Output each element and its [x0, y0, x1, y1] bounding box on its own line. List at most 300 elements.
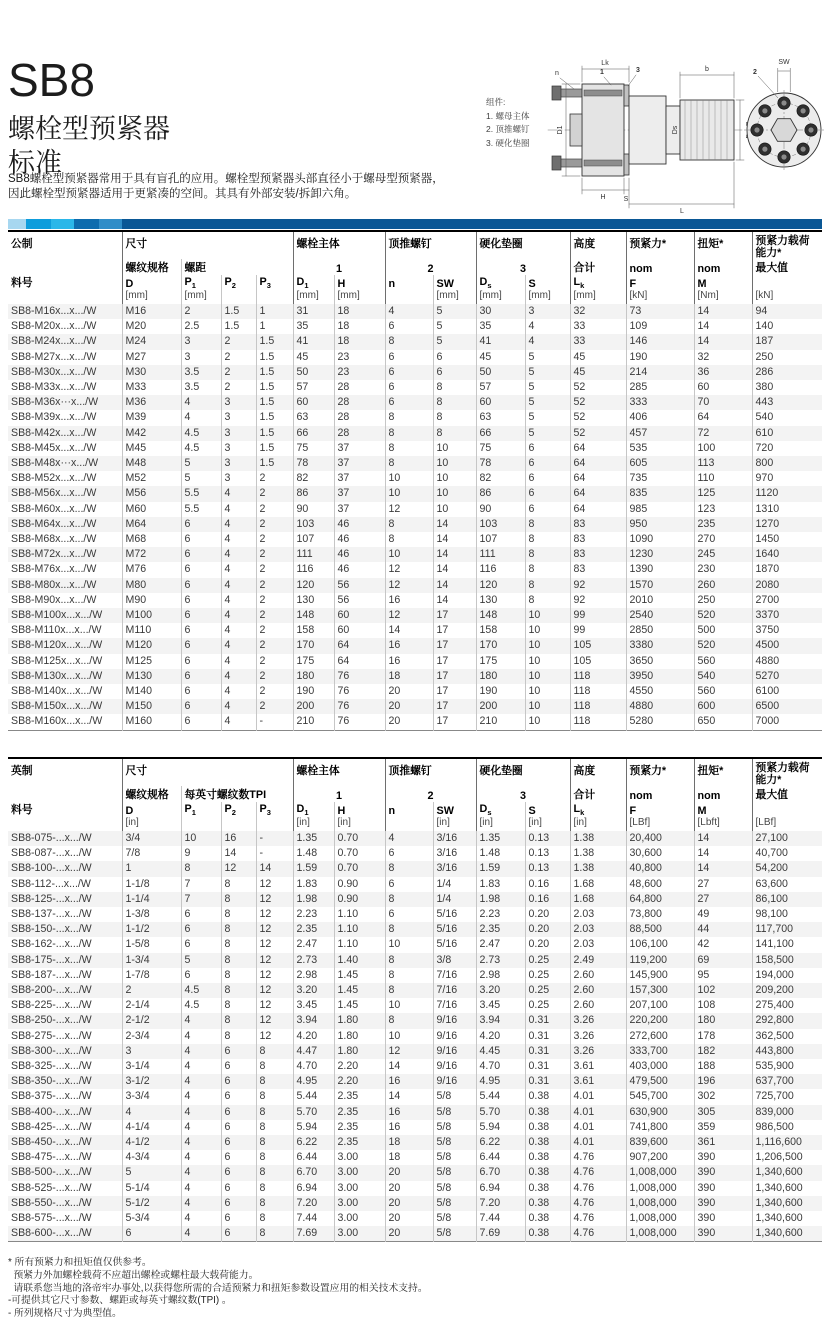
value-cell: 4 [181, 1105, 221, 1120]
value-cell: 6 [122, 1226, 181, 1242]
value-cell: 5/8 [433, 1196, 476, 1211]
header-cell: 合计 [570, 786, 626, 802]
value-cell: 0.70 [334, 831, 385, 846]
value-cell: 6 [525, 441, 570, 456]
part-number-cell: SB8-M27x...x.../W [11, 350, 97, 363]
value-cell: 1.45 [334, 983, 385, 998]
value-cell: 6 [181, 699, 221, 714]
value-cell: 3.26 [570, 1013, 626, 1028]
value-cell: 1.10 [334, 907, 385, 922]
value-cell: 92 [570, 593, 626, 608]
value-cell: 6 [433, 365, 476, 380]
value-cell: 5/16 [433, 907, 476, 922]
value-cell: 37 [334, 456, 385, 471]
value-cell: 6 [221, 1135, 256, 1150]
value-cell: 12 [256, 907, 293, 922]
value-cell: 7.44 [293, 1211, 334, 1226]
value-cell: 12 [256, 937, 293, 952]
value-cell: 4 [181, 1150, 221, 1165]
value-cell: 4.5 [181, 983, 221, 998]
part-number-cell: SB8-187-...x.../W [11, 968, 92, 981]
table-row [8, 1013, 822, 1028]
value-cell: 0.70 [334, 846, 385, 861]
value-cell: 8 [221, 998, 256, 1013]
value-cell: 0.25 [525, 953, 570, 968]
value-cell: 4.70 [293, 1059, 334, 1074]
value-cell: 5.94 [293, 1120, 334, 1135]
value-cell: 2540 [626, 608, 694, 623]
table-row [8, 1165, 822, 1180]
value-cell: M140 [122, 684, 181, 699]
value-cell: 37 [334, 471, 385, 486]
header-cell: H [334, 802, 385, 817]
value-cell: 8 [221, 983, 256, 998]
value-cell: 116 [293, 562, 334, 577]
value-cell: 5.70 [476, 1105, 525, 1120]
value-cell: 839,000 [752, 1105, 822, 1120]
value-cell: 4.76 [570, 1165, 626, 1180]
table-row [8, 319, 822, 334]
value-cell: 362,500 [752, 1029, 822, 1044]
accent-bar [8, 219, 822, 229]
value-cell: 8 [385, 532, 433, 547]
value-cell: 4.45 [476, 1044, 525, 1059]
value-cell: 83 [570, 562, 626, 577]
value-cell: 1120 [752, 486, 822, 501]
part-number-cell: SB8-275-...x.../W [11, 1029, 92, 1042]
value-cell: 3/16 [433, 861, 476, 876]
part-number-cell: SB8-M24x...x.../W [11, 335, 97, 348]
value-cell: 20 [385, 699, 433, 714]
value-cell: 7 [181, 892, 221, 907]
value-cell: 2.23 [293, 907, 334, 922]
value-cell: 3.94 [476, 1013, 525, 1028]
value-cell: 10 [433, 471, 476, 486]
header-cell: 每英寸螺纹数TPI [181, 786, 293, 802]
value-cell: 5/16 [433, 937, 476, 952]
value-cell: 4.76 [570, 1226, 626, 1242]
value-cell: 5/8 [433, 1089, 476, 1104]
value-cell: 6.70 [293, 1165, 334, 1180]
value-cell: 6 [385, 380, 433, 395]
value-cell: 1-3/8 [122, 907, 181, 922]
table-row [8, 502, 822, 517]
value-cell: 3.61 [570, 1074, 626, 1089]
value-cell: 18 [385, 1135, 433, 1150]
header-cell: [mm] [433, 290, 476, 304]
value-cell: 1090 [626, 532, 694, 547]
value-cell: 28 [334, 380, 385, 395]
table-row [8, 1226, 822, 1242]
value-cell: 907,200 [626, 1150, 694, 1165]
value-cell: 7.44 [476, 1211, 525, 1226]
part-number-cell: SB8-M48x···x.../W [11, 457, 99, 470]
value-cell: 6 [385, 877, 433, 892]
value-cell: 3-1/2 [122, 1074, 181, 1089]
value-cell: 7.69 [293, 1226, 334, 1242]
value-cell: 120 [293, 578, 334, 593]
value-cell: 2 [256, 638, 293, 653]
value-cell: 3.45 [476, 998, 525, 1013]
value-cell: 4.47 [293, 1044, 334, 1059]
header-cell [221, 817, 256, 831]
value-cell: 210 [293, 714, 334, 730]
value-cell: M16 [122, 304, 181, 319]
threaded-shaft-icon [680, 100, 734, 160]
value-cell: 4550 [626, 684, 694, 699]
value-cell: 1,116,600 [752, 1135, 822, 1150]
value-cell: 0.31 [525, 1013, 570, 1028]
value-cell: 986,500 [752, 1120, 822, 1135]
value-cell: 17 [433, 684, 476, 699]
value-cell: 0.31 [525, 1059, 570, 1074]
value-cell: 86 [476, 486, 525, 501]
header-cell: 顶推螺钉 [385, 231, 476, 259]
value-cell: 2 [221, 334, 256, 349]
part-number-cell: SB8-M33x...x.../W [11, 381, 97, 394]
header-cell [8, 259, 122, 275]
header-cell: H [334, 275, 385, 290]
value-cell: 17 [433, 608, 476, 623]
value-cell: 540 [694, 669, 752, 684]
value-cell: 48,600 [626, 877, 694, 892]
header-cell: 螺纹规格 [122, 786, 181, 802]
value-cell: 8 [256, 1211, 293, 1226]
value-cell: 4.95 [476, 1074, 525, 1089]
value-cell: 6.22 [293, 1135, 334, 1150]
value-cell: 560 [694, 654, 752, 669]
value-cell: 2 [181, 304, 221, 319]
value-cell: 3.00 [334, 1196, 385, 1211]
value-cell: 5-3/4 [122, 1211, 181, 1226]
value-cell: 1,008,000 [626, 1165, 694, 1180]
value-cell: 5270 [752, 669, 822, 684]
value-cell: 73 [626, 304, 694, 319]
value-cell: 333,700 [626, 1044, 694, 1059]
value-cell: 0.70 [334, 861, 385, 876]
value-cell: 0.25 [525, 998, 570, 1013]
header-cell: 螺栓主体 [293, 231, 385, 259]
value-cell: M42 [122, 426, 181, 441]
table-row [8, 517, 822, 532]
value-cell: 2 [256, 486, 293, 501]
value-cell: 66 [293, 426, 334, 441]
value-cell: 35 [476, 319, 525, 334]
end-view [744, 59, 824, 170]
value-cell: 63,600 [752, 877, 822, 892]
header-cell: $P_3$ [256, 802, 293, 817]
value-cell: 4 [221, 486, 256, 501]
value-cell: 46 [334, 547, 385, 562]
value-cell: 4.01 [570, 1089, 626, 1104]
value-cell: 17 [433, 638, 476, 653]
value-cell: 6 [433, 350, 476, 365]
value-cell: 3950 [626, 669, 694, 684]
value-cell: M56 [122, 486, 181, 501]
value-cell: 8 [256, 1120, 293, 1135]
table-row [8, 998, 822, 1013]
value-cell: 46 [334, 532, 385, 547]
value-cell: 3 [221, 410, 256, 425]
table-row [8, 1089, 822, 1104]
value-cell: 1/4 [433, 892, 476, 907]
header-cell: [LBf] [626, 817, 694, 831]
value-cell: 3 [221, 471, 256, 486]
header-row [8, 786, 822, 802]
value-cell: 9/16 [433, 1044, 476, 1059]
value-cell: 5 [433, 334, 476, 349]
value-cell: 6 [181, 517, 221, 532]
part-number-cell: SB8-475-...x.../W [11, 1151, 92, 1164]
value-cell: 6 [221, 1165, 256, 1180]
table-row [8, 1211, 822, 1226]
value-cell: 6 [181, 638, 221, 653]
value-cell: 5 [181, 953, 221, 968]
value-cell: 0.90 [334, 892, 385, 907]
value-cell: 180 [293, 669, 334, 684]
value-cell: 6 [181, 547, 221, 562]
value-cell: M150 [122, 699, 181, 714]
value-cell: 8 [433, 380, 476, 395]
value-cell: 2010 [626, 593, 694, 608]
value-cell: 12 [385, 578, 433, 593]
value-cell: 83 [570, 547, 626, 562]
value-cell: 1.35 [293, 831, 334, 846]
header-cell: 2 [385, 259, 476, 275]
value-cell: 1,008,000 [626, 1181, 694, 1196]
value-cell: 16 [385, 593, 433, 608]
value-cell: 220,200 [626, 1013, 694, 1028]
value-cell: 610 [752, 426, 822, 441]
value-cell: 250 [752, 350, 822, 365]
value-cell: 5/8 [433, 1105, 476, 1120]
value-cell: 40,800 [626, 861, 694, 876]
table-row [8, 623, 822, 638]
value-cell: 4-3/4 [122, 1150, 181, 1165]
table-row [8, 654, 822, 669]
part-number-cell: SB8-M20x...x.../W [11, 320, 97, 333]
value-cell: 5 [525, 426, 570, 441]
value-cell: 200 [293, 699, 334, 714]
value-cell: 10 [385, 471, 433, 486]
value-cell: 8 [385, 456, 433, 471]
value-cell: 207,100 [626, 998, 694, 1013]
value-cell: 5 [181, 471, 221, 486]
value-cell: 113 [694, 456, 752, 471]
value-cell: 23 [334, 350, 385, 365]
value-cell: 4 [385, 304, 433, 319]
value-cell: 3.00 [334, 1211, 385, 1226]
value-cell: 16 [221, 831, 256, 846]
value-cell: M160 [122, 714, 181, 730]
value-cell: 4 [181, 1059, 221, 1074]
table-row [8, 922, 822, 937]
value-cell: 3380 [626, 638, 694, 653]
value-cell: 52 [570, 410, 626, 425]
value-cell: 535 [626, 441, 694, 456]
value-cell: 64 [570, 456, 626, 471]
value-cell: 45 [570, 350, 626, 365]
value-cell: 535,900 [752, 1059, 822, 1074]
table-row [8, 547, 822, 562]
part-number-cell: SB8-075-...x.../W [11, 832, 92, 844]
value-cell: 16 [385, 1120, 433, 1135]
value-cell: 5.5 [181, 502, 221, 517]
value-cell: 123 [694, 502, 752, 517]
value-cell: 103 [293, 517, 334, 532]
product-subtitle: 螺栓型预紧器 [8, 114, 170, 144]
value-cell: 5/8 [433, 1211, 476, 1226]
value-cell: 0.38 [525, 1120, 570, 1135]
value-cell: 1.48 [293, 846, 334, 861]
value-cell: 7/16 [433, 983, 476, 998]
value-cell: 0.38 [525, 1165, 570, 1180]
header-cell: D [122, 802, 181, 817]
value-cell: 2.60 [570, 998, 626, 1013]
part-number-cell: SB8-M60x...x.../W [11, 502, 97, 515]
value-cell: M100 [122, 608, 181, 623]
value-cell: 5.94 [476, 1120, 525, 1135]
value-cell: 0.38 [525, 1150, 570, 1165]
value-cell: 2.73 [293, 953, 334, 968]
part-number-cell: SB8-162-...x.../W [11, 938, 92, 951]
value-cell: 6 [221, 1120, 256, 1135]
value-cell: 4.01 [570, 1120, 626, 1135]
value-cell: 3.00 [334, 1150, 385, 1165]
value-cell: M110 [122, 623, 181, 638]
value-cell: 82 [293, 471, 334, 486]
value-cell: 2.98 [476, 968, 525, 983]
value-cell: 75 [293, 441, 334, 456]
value-cell: 6.94 [293, 1181, 334, 1196]
value-cell: 1 [122, 861, 181, 876]
value-cell: 3.61 [570, 1059, 626, 1074]
value-cell: M45 [122, 441, 181, 456]
value-cell: 23 [334, 365, 385, 380]
value-cell: 4 [181, 1211, 221, 1226]
value-cell: 16 [385, 1074, 433, 1089]
header-cell: [in] [293, 817, 334, 831]
value-cell: 520 [694, 638, 752, 653]
part-number-cell: SB8-112-...x.../W [11, 877, 91, 890]
header-cell: 公制 [11, 238, 33, 250]
table-row [8, 410, 822, 425]
value-cell: 6500 [752, 699, 822, 714]
value-cell: 2080 [752, 578, 822, 593]
header-cell: 2 [385, 786, 476, 802]
value-cell: 36 [694, 365, 752, 380]
value-cell: 1450 [752, 532, 822, 547]
value-cell: - [256, 846, 293, 861]
value-cell: 5.44 [293, 1089, 334, 1104]
dim-label-sw: SW [778, 59, 790, 66]
value-cell: 4 [181, 1074, 221, 1089]
header-cell: [mm] [181, 290, 221, 304]
value-cell: 1.59 [476, 861, 525, 876]
value-cell: 94 [752, 304, 822, 319]
accent-segment [122, 219, 822, 229]
value-cell: 52 [570, 380, 626, 395]
value-cell: 4500 [752, 638, 822, 653]
value-cell: 10 [525, 669, 570, 684]
table-row [8, 892, 822, 907]
value-cell: 76 [334, 684, 385, 699]
value-cell: M52 [122, 471, 181, 486]
value-cell: 6 [385, 907, 433, 922]
value-cell: 54,200 [752, 861, 822, 876]
value-cell: 0.38 [525, 1089, 570, 1104]
value-cell: 4 [221, 669, 256, 684]
table-row [8, 608, 822, 623]
value-cell: 18 [385, 669, 433, 684]
value-cell: 1.35 [476, 831, 525, 846]
value-cell: 9 [181, 846, 221, 861]
value-cell: 10 [525, 623, 570, 638]
value-cell: 3 [525, 304, 570, 319]
value-cell: 8 [433, 426, 476, 441]
value-cell: 64,800 [626, 892, 694, 907]
value-cell: 390 [694, 1226, 752, 1242]
header-cell: 扭矩* [694, 231, 752, 259]
value-cell: 0.38 [525, 1181, 570, 1196]
value-cell: 42 [694, 937, 752, 952]
table-row [8, 699, 822, 714]
tensioner-technical-drawing [544, 42, 826, 216]
part-number-cell: SB8-450-...x.../W [11, 1136, 92, 1149]
value-cell: 7/16 [433, 998, 476, 1013]
table-row [8, 907, 822, 922]
value-cell: - [256, 714, 293, 730]
value-cell: 8 [221, 968, 256, 983]
value-cell: 170 [293, 638, 334, 653]
value-cell: 10 [525, 654, 570, 669]
value-cell: 1310 [752, 502, 822, 517]
value-cell: 2.35 [334, 1120, 385, 1135]
value-cell: 140 [752, 319, 822, 334]
value-cell: 1.59 [293, 861, 334, 876]
header-cell: $D_s$ [476, 802, 525, 817]
value-cell: 2.47 [476, 937, 525, 952]
value-cell: 6 [181, 669, 221, 684]
value-cell: 0.31 [525, 1044, 570, 1059]
table-row [8, 846, 822, 861]
value-cell: 6 [181, 922, 221, 937]
footnote-line: 请联系您当地的洛帝牢办事处,以获得您所需的合适预紧力和扭矩参数设置应用的相关技术支持。 [8, 1282, 428, 1294]
value-cell: 2 [256, 578, 293, 593]
value-cell: 10 [525, 714, 570, 730]
value-cell: 2 [256, 654, 293, 669]
value-cell: 2 [256, 593, 293, 608]
value-cell: 4 [181, 1089, 221, 1104]
value-cell: 20,400 [626, 831, 694, 846]
value-cell: 33 [570, 319, 626, 334]
value-cell: 1.80 [334, 1013, 385, 1028]
legend-item-nut-body: 1. 螺母主体 [486, 110, 530, 121]
value-cell: 2 [221, 380, 256, 395]
value-cell: 6.94 [476, 1181, 525, 1196]
part-number-cell: SB8-425-...x.../W [11, 1120, 92, 1133]
value-cell: 0.16 [525, 892, 570, 907]
value-cell: 9/16 [433, 1074, 476, 1089]
value-cell: 120 [476, 578, 525, 593]
value-cell: 28 [334, 410, 385, 425]
value-cell: 118 [570, 699, 626, 714]
value-cell: 8 [525, 547, 570, 562]
header-cell: [in] [476, 817, 525, 831]
value-cell: 0.38 [525, 1226, 570, 1242]
value-cell: 605 [626, 456, 694, 471]
value-cell: 5.44 [476, 1089, 525, 1104]
